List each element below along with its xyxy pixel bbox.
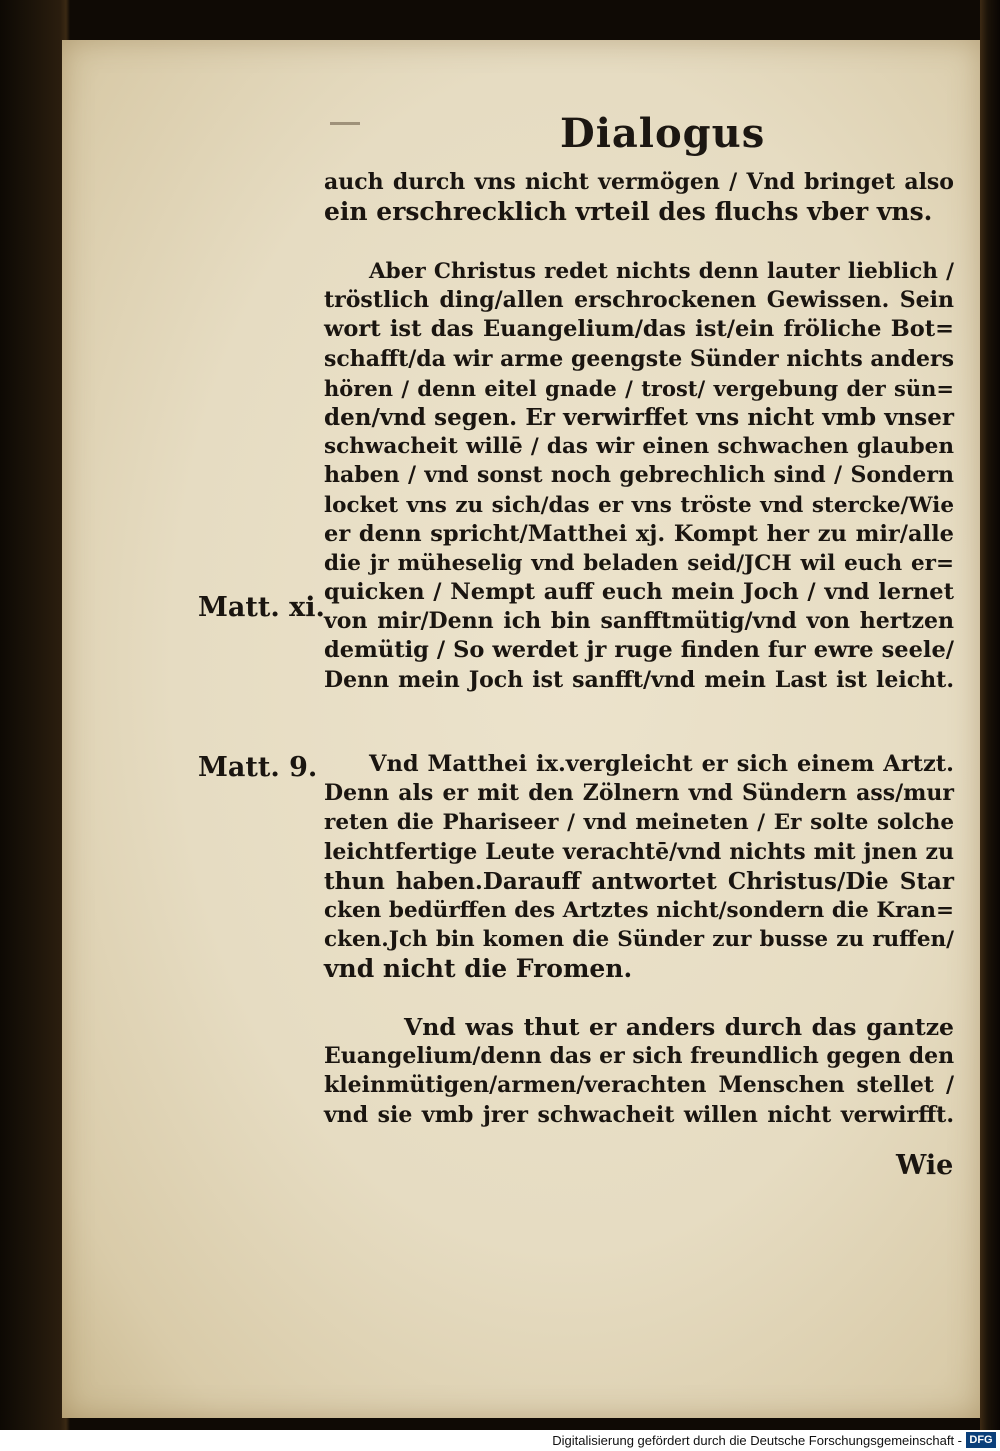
text-line: er denn spricht/Matthei xj. Kompt her zu mir/alle xyxy=(324,520,954,547)
text-line: die jr müheselig vnd beladen seid/JCH wil euch er= xyxy=(324,550,954,576)
text-line: schwacheit willē / das wir einen schwachen glauben xyxy=(324,434,954,460)
text-block-paragraph-1 xyxy=(324,257,954,695)
text-line: schafft/da wir arme geengste Sünder nichts anders xyxy=(324,345,954,372)
text-line: thun haben.Darauff antwortet Christus/Die Star xyxy=(324,867,954,895)
page-edge xyxy=(980,0,1000,1430)
text-line: leichtfertige Leute verachtē/vnd nichts mit jnen zu xyxy=(324,838,954,865)
text-line: auch durch vns nicht vermögen / Vnd bringet also xyxy=(324,169,954,195)
text-line: quicken / Nempt auff euch mein Joch / vnd lernet xyxy=(324,579,954,606)
text-line: kleinmütigen/armen/verachten Menschen stellet / xyxy=(324,1072,954,1099)
text-line: reten die Phariseer / vnd meineten / Er solte solche xyxy=(324,810,954,836)
text-block-continuation xyxy=(324,168,954,226)
text-line: haben / vnd sonst noch gebrechlich sind / Sondern xyxy=(324,462,954,489)
ink-mark xyxy=(330,122,360,125)
catchword: Wie xyxy=(896,1150,954,1181)
text-line: Aber Christus redet nichts denn lauter lieblich / xyxy=(369,259,954,284)
text-line: Euangelium/denn das er sich freundlich gegen den xyxy=(324,1043,955,1070)
text-line: ein erschrecklich vrteil des fluchs vber vns. xyxy=(324,197,933,227)
dfg-logo-icon: DFG xyxy=(966,1432,996,1448)
text-line: cken.Jch bin komen die Sünder zur busse zu ruffen/ xyxy=(324,927,954,953)
text-line: vnd nicht die Fromen. xyxy=(324,954,633,984)
book-page xyxy=(62,40,980,1418)
text-line: Vnd Matthei ix.vergleicht er sich einem Artzt. xyxy=(369,751,954,777)
text-block-paragraph-3 xyxy=(324,1013,954,1130)
text-line: Denn als er mit den Zölnern vnd Sündern ass/mur xyxy=(324,780,954,807)
margin-note-matt-11: Matt. xi. xyxy=(198,592,325,623)
text-line: demütig / So werdet jr ruge finden fur ewre seele/ xyxy=(324,637,954,664)
text-line: von mir/Denn ich bin sanfftmütig/vnd von hertzen xyxy=(324,608,954,635)
footer-credit: Digitalisierung gefördert durch die Deutsche Forschungsgemeinschaft - xyxy=(552,1433,962,1448)
text-line: cken bedürffen des Artztes nicht/sondern die Kran= xyxy=(324,897,954,923)
text-block-paragraph-2 xyxy=(324,750,954,984)
text-line: tröstlich ding/allen erschrockenen Gewissen. Sein xyxy=(324,287,954,314)
text-line: hören / denn eitel gnade / trost/ vergebung der sün= xyxy=(324,375,954,401)
running-head: Dialogus xyxy=(560,110,766,157)
text-line: den/vnd segen. Er verwirffet vns nicht vmb vnser xyxy=(324,403,954,431)
text-line: Vnd was thut er anders durch das gantze xyxy=(404,1013,954,1041)
text-line: vnd sie vmb jrer schwacheit willen nicht verwirfft. xyxy=(324,1101,954,1128)
text-line: Denn mein Joch ist sanfft/vnd mein Last ist leicht. xyxy=(324,666,954,693)
text-line: locket vns zu sich/das er vns tröste vnd stercke/Wie xyxy=(324,492,954,518)
footer-bar xyxy=(0,1430,1000,1451)
text-line: wort ist das Euangelium/das ist/ein fröliche Bot= xyxy=(324,316,954,343)
margin-note-matt-9: Matt. 9. xyxy=(198,752,318,783)
